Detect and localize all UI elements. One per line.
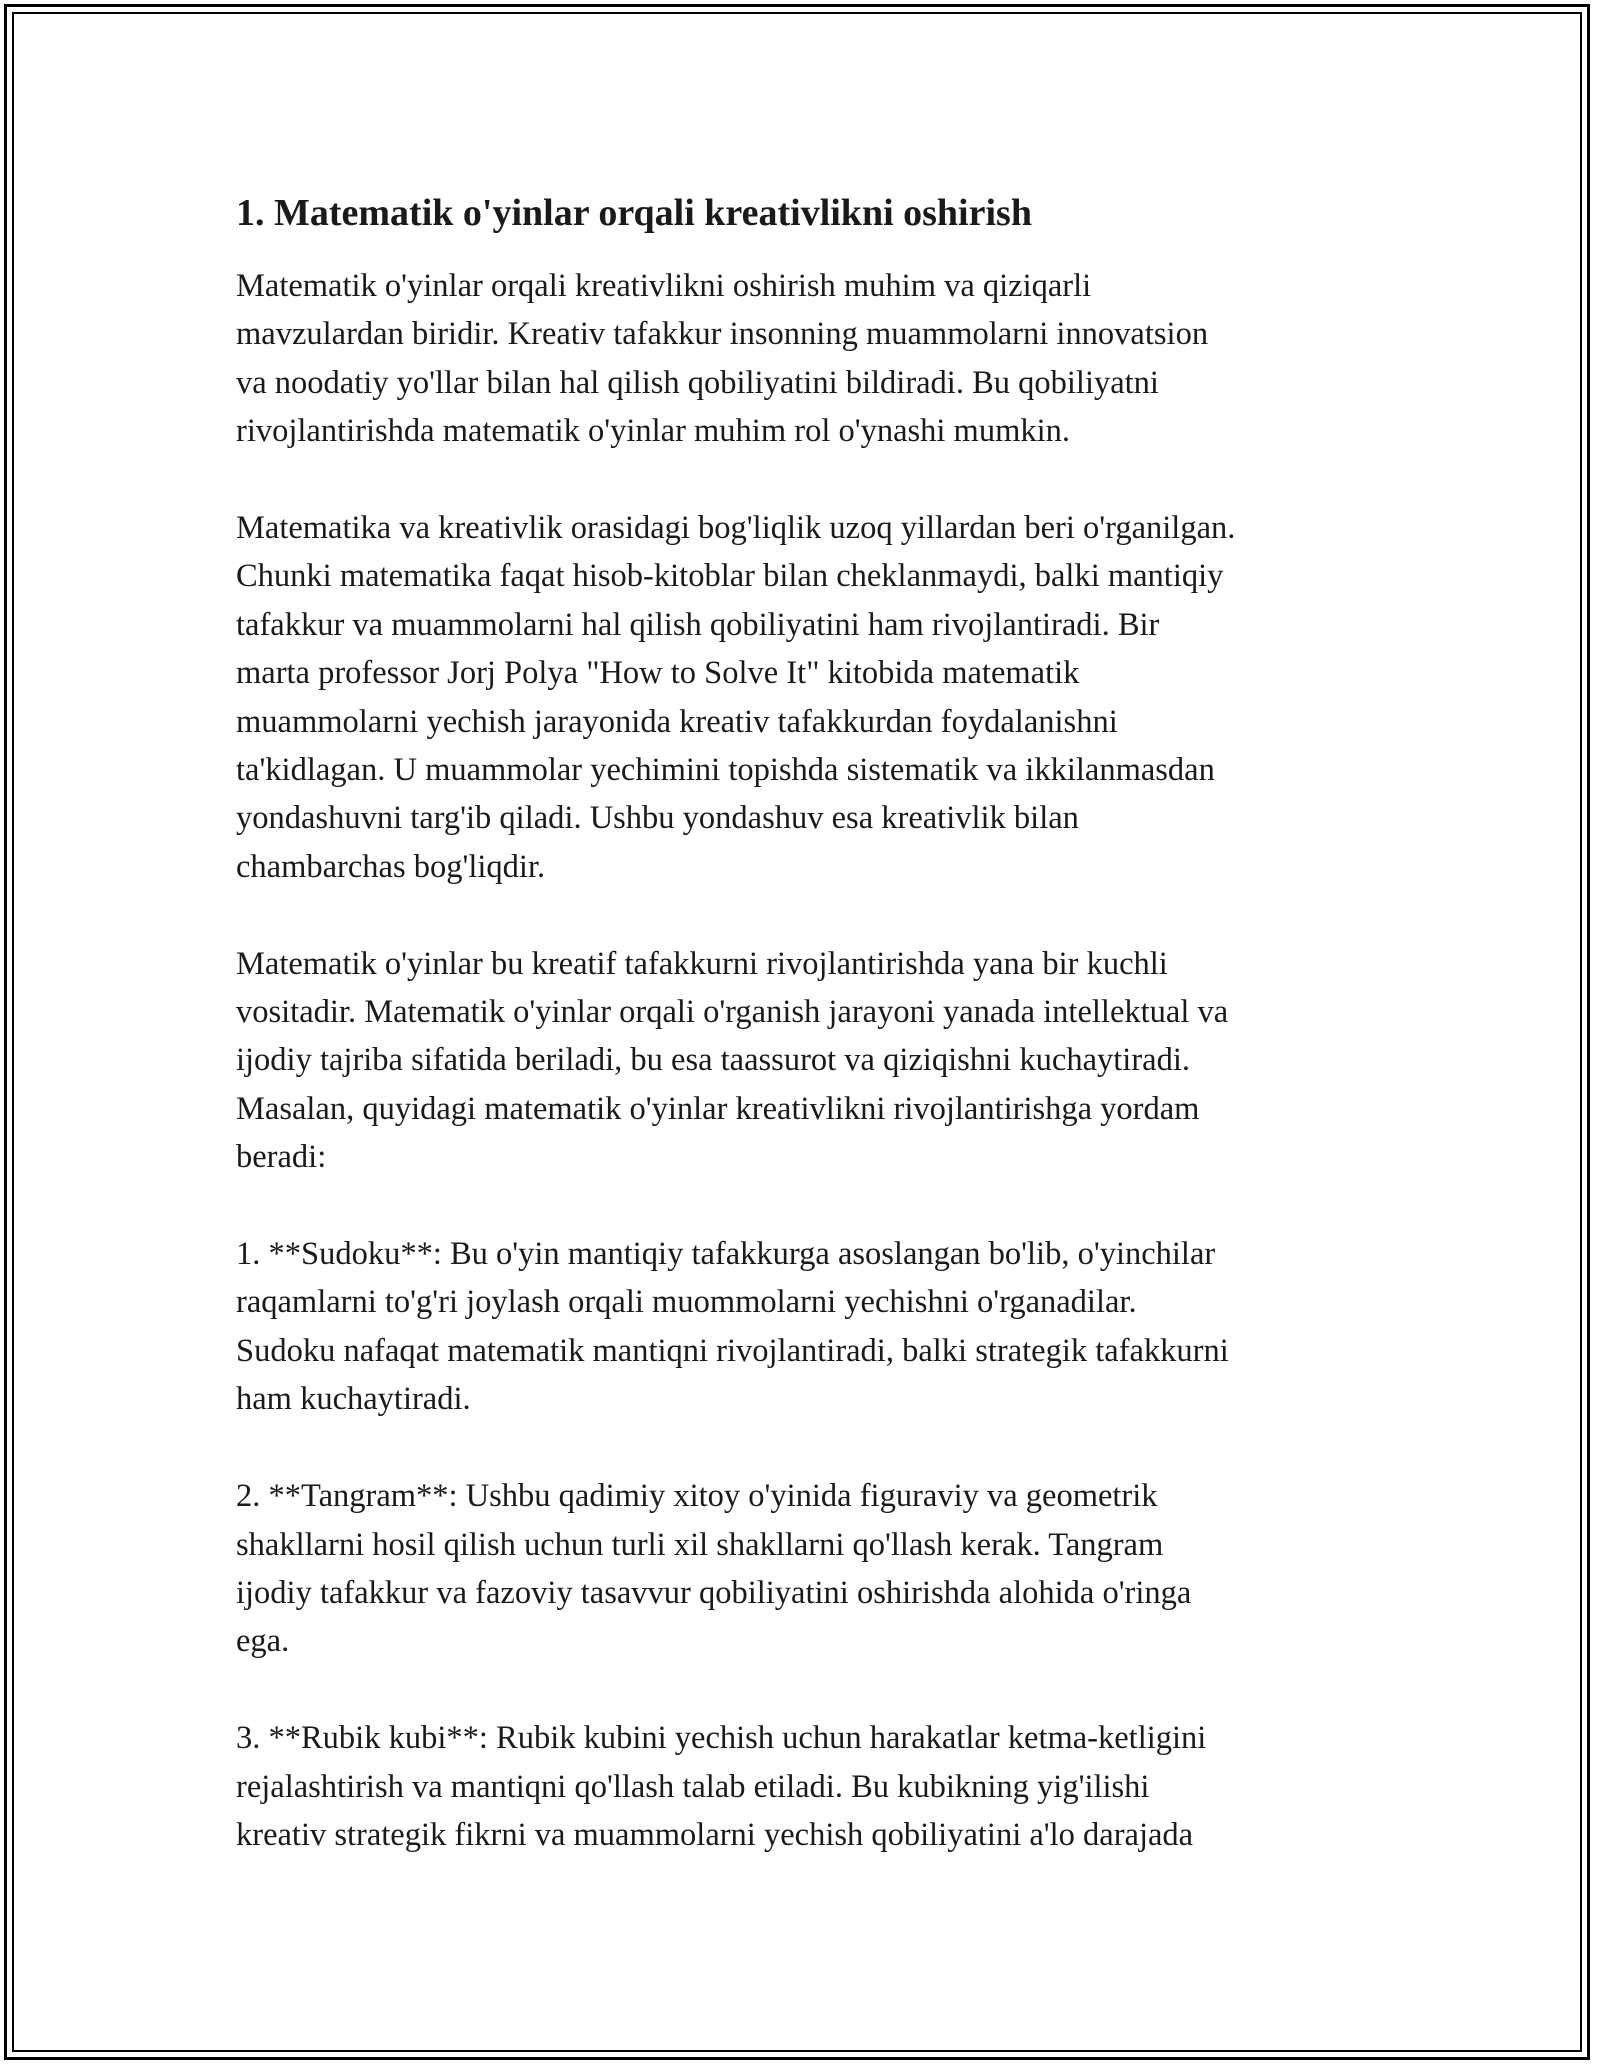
text-line: tafakkur va muammolarni hal qilish qobiliyatini ham rivojlantiradi. Bir: [236, 606, 1160, 643]
text-line: Sudoku nafaqat matematik mantiqni rivojlantiradi, balki strategik tafakkurni: [236, 1332, 1229, 1369]
text-line: Matematika va kreativlik orasidagi bog'liqlik uzoq yillardan beri o'rganilgan.: [236, 510, 1236, 547]
text-line: Masalan, quyidagi matematik o'yinlar kreativlikni rivojlantirishga yordam: [236, 1090, 1200, 1127]
paragraph-intro: [236, 262, 1386, 456]
text-line: 3. **Rubik kubi**: Rubik kubini yechish uchun harakatlar ketma-ketligini: [236, 1720, 1207, 1757]
text-line: va noodatiy yo'llar bilan hal qilish qobiliyatini bildiradi. Bu qobiliyatni: [236, 364, 1159, 401]
text-line: ega.: [236, 1623, 290, 1660]
text-line: rejalashtirish va mantiqni qo'llash talab etiladi. Bu kubikning yig'ilishi: [236, 1768, 1150, 1805]
text-line: kreativ strategik fikrni va muammolarni yechish qobiliyatini a'lo darajada: [236, 1816, 1194, 1853]
text-line: mavzulardan biridir. Kreativ tafakkur insonning muammolarni innovatsion: [236, 316, 1209, 353]
paragraph-math-games: [236, 940, 1386, 1182]
text-line: marta professor Jorj Polya "How to Solve It" kitobida matematik: [236, 655, 1080, 692]
list-item-rubik: [236, 1714, 1386, 1859]
text-line: chambarchas bog'liqdir.: [236, 848, 546, 885]
text-line: 2. **Tangram**: Ushbu qadimiy xitoy o'yinida figuraviy va geometrik: [236, 1478, 1158, 1515]
text-line: 1. **Sudoku**: Bu o'yin mantiqiy tafakkurga asoslangan bo'lib, o'yinchilar: [236, 1236, 1216, 1273]
text-line: beradi:: [236, 1139, 327, 1176]
text-line: ijodiy tajriba sifatida beriladi, bu esa taassurot va qiziqishni kuchaytiradi.: [236, 1042, 1190, 1079]
text-line: ijodiy tafakkur va fazoviy tasavvur qobiliyatini oshirishda alohida o'ringa: [236, 1574, 1192, 1611]
section-heading: 1. Matematik o'yinlar orqali kreativlikni oshirish: [236, 192, 1032, 234]
document-body: [236, 186, 1386, 1908]
text-line: Matematik o'yinlar orqali kreativlikni oshirish muhim va qiziqarli: [236, 268, 1092, 304]
paragraph-math-creativity: [236, 504, 1386, 891]
list-item-sudoku: [236, 1230, 1386, 1424]
text-line: shakllarni hosil qilish uchun turli xil shakllarni qo'llash kerak. Tangram: [236, 1526, 1164, 1563]
text-line: Matematik o'yinlar bu kreatif tafakkurni rivojlantirishda yana bir kuchli: [236, 945, 1168, 982]
text-line: vositadir. Matematik o'yinlar orqali o'rganish jarayoni yanada intellektual va: [236, 994, 1229, 1031]
text-line: Chunki matematika faqat hisob-kitoblar bilan cheklanmaydi, balki mantiqiy: [236, 558, 1224, 595]
text-line: raqamlarni to'g'ri joylash orqali muommolarni yechishni o'rganadilar.: [236, 1284, 1137, 1321]
text-line: rivojlantirishda matematik o'yinlar muhim rol o'ynashi mumkin.: [236, 413, 1071, 450]
list-item-tangram: [236, 1472, 1386, 1666]
text-line: yondashuvni targ'ib qiladi. Ushbu yondashuv esa kreativlik bilan: [236, 800, 1079, 837]
text-line: ta'kidlagan. U muammolar yechimini topishda sistematik va ikkilanmasdan: [236, 752, 1215, 789]
text-line: ham kuchaytiradi.: [236, 1381, 471, 1418]
text-line: muammolarni yechish jarayonida kreativ tafakkurdan foydalanishni: [236, 703, 1118, 740]
